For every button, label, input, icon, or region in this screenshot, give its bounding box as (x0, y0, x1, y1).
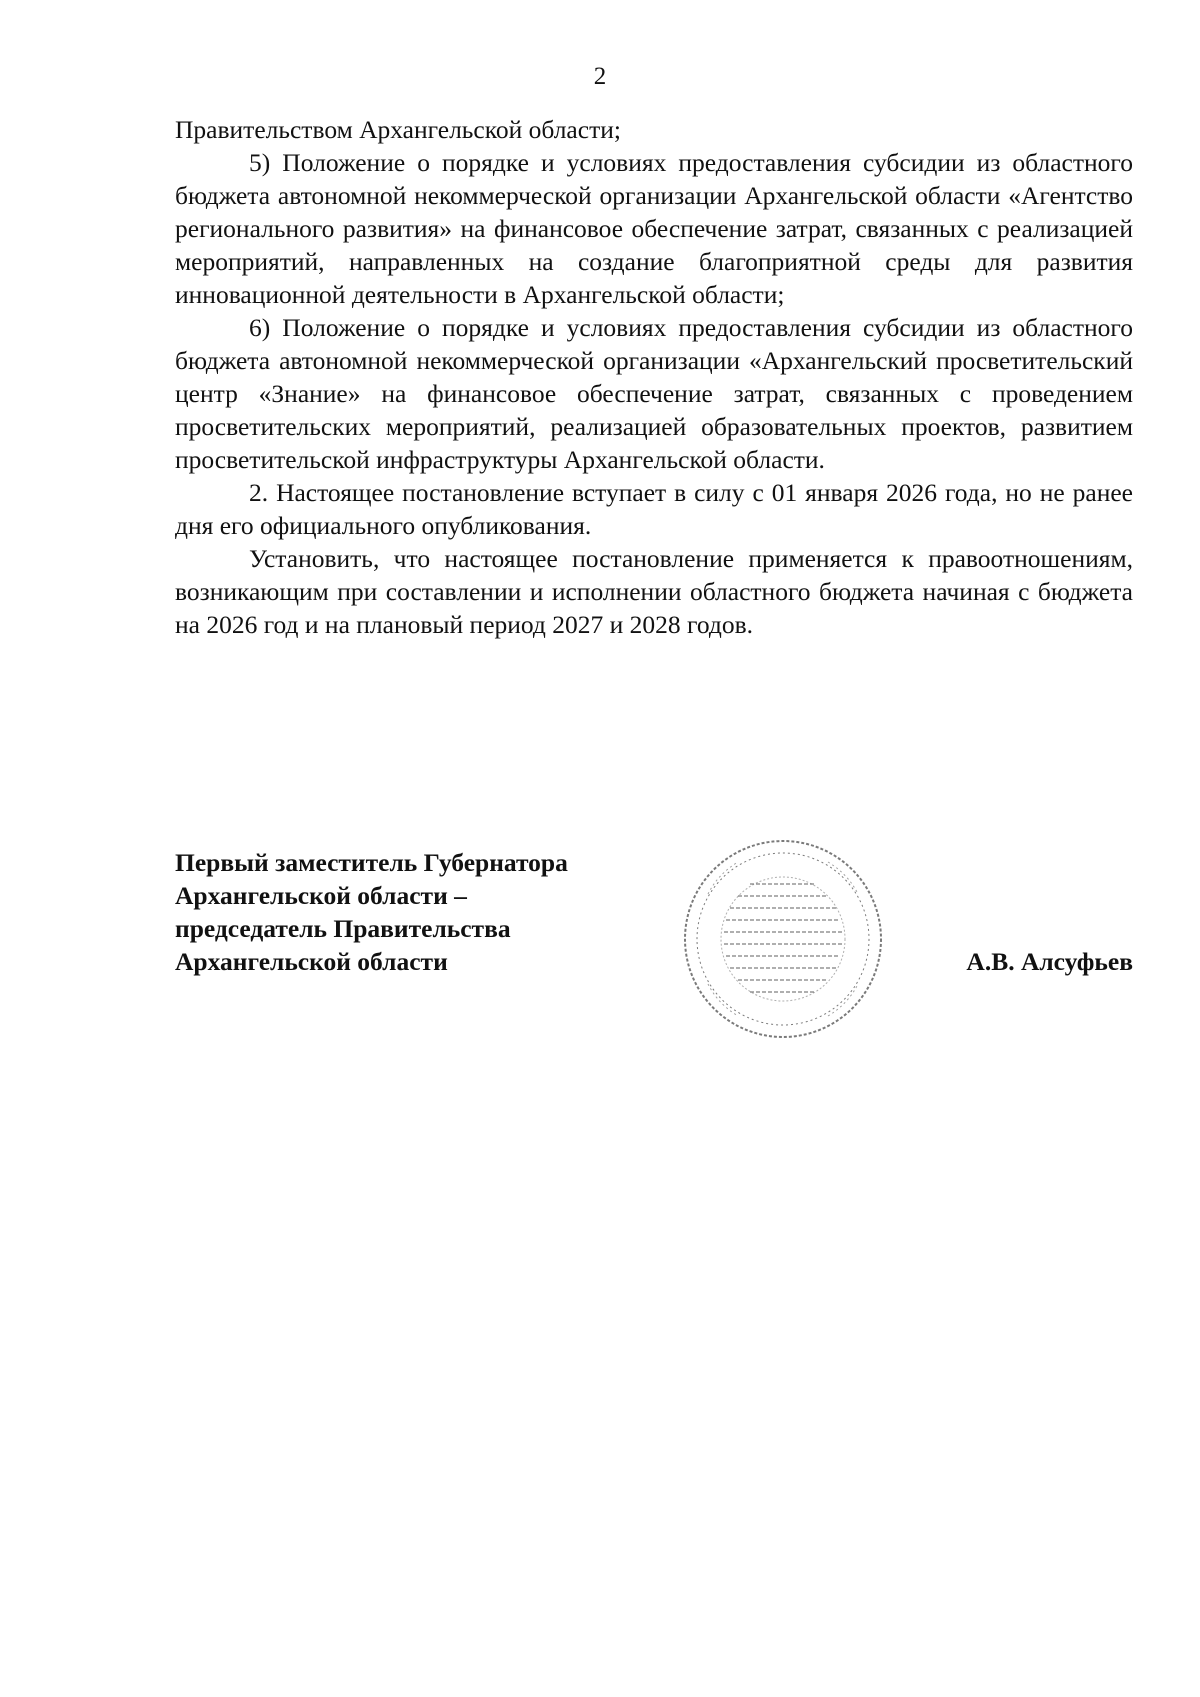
signatory-title-line: Архангельской области – (175, 881, 467, 910)
signatory-title (175, 846, 568, 978)
page-number: 2 (593, 63, 607, 90)
signatory-title-line: председатель Правительства (175, 914, 511, 943)
document-body (175, 113, 1133, 641)
official-seal-icon (678, 834, 888, 1044)
paragraph-application: Установить, что настоящее постановление применяется к правоотношениям, возникающим при составлении и исполнении областного бюджета начиная с бюджета на 2026 год и на плановый период 2027 и 2028 годов. (175, 544, 1133, 639)
paragraph-item-5: 5) Положение о порядке и условиях предоставления субсидии из областного бюджета автономной некоммерческой организации Архангельской области «Агентство регионального развития» на финансовое обеспечение затрат, связанных с реализацией мероприятий, направленных на создание благоприятной среды для развития инновационной деятельности в Архангельской области; (175, 148, 1133, 309)
paragraph-effective-date: 2. Настоящее постановление вступает в силу с 01 января 2026 года, но не ранее дня его официального опубликования. (175, 478, 1133, 540)
signatory-title-line: Архангельской области (175, 947, 448, 976)
paragraph-item-6: 6) Положение о порядке и условиях предоставления субсидии из областного бюджета автономной некоммерческой организации «Архангельский просветительский центр «Знание» на финансовое обеспечение затрат, связанных с проведением просветительских мероприятий, реализацией образовательных проектов, развитием просветительской инфраструктуры Архангельской области. (175, 313, 1133, 474)
paragraph-continuation: Правительством Архангельской области; (175, 115, 621, 144)
signature-block (175, 846, 1133, 1076)
signatory-title-line: Первый заместитель Губернатора (175, 848, 568, 877)
signatory-name: А.В. Алсуфьев (966, 947, 1133, 976)
